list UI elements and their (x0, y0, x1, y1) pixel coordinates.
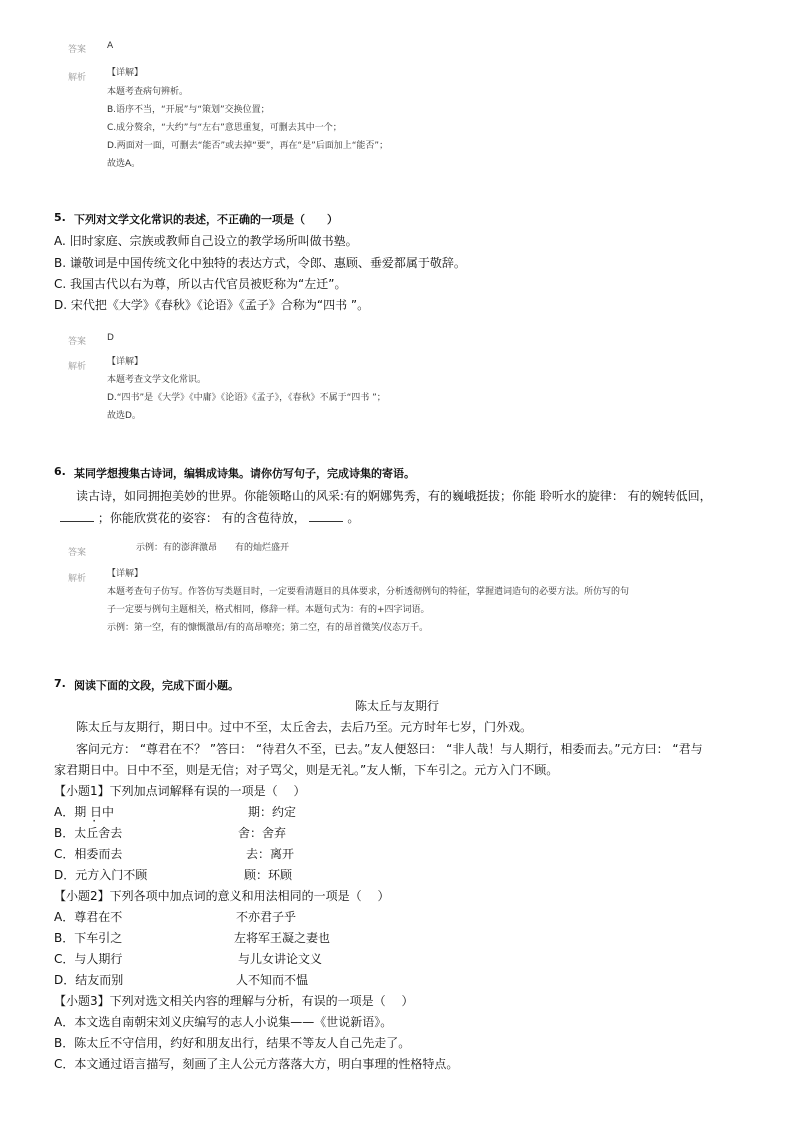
q6-analysis-line: 【详解】 (107, 569, 144, 579)
q6-blank-1[interactable] (60, 511, 94, 522)
q4-analysis-line: B.语序不当，“开展”与“策划”交换位置； (107, 105, 270, 115)
q5-analysis-line: 【详解】 (107, 357, 144, 367)
subq2-option-c-compare: 与儿女讲论文义 (238, 952, 323, 966)
q6-analysis-label: 解析 (68, 574, 87, 584)
subq2-option-b-compare: 左将军王凝之妻也 (234, 931, 331, 945)
q5-option-a: A. 旧时家庭、宗族或教师自己设立的教学场所叫做书塾。 (54, 234, 358, 248)
q5-stem: 下列对文学文化常识的表述，不正确的一项是（ ） (74, 213, 338, 226)
q7-stem: 阅读下面的文段，完成下面小题。 (74, 679, 239, 692)
subq2-option-d-compare: 人不知而不愠 (236, 973, 309, 987)
subq1-option-b-gloss: 舍：舍弃 (238, 826, 287, 840)
q5-option-c: C. 我国古代以右为尊，所以古代官员被贬称为“左迁”。 (54, 277, 347, 291)
subq1-option-b: B．太丘舍去 (54, 826, 123, 840)
q4-answer: A (107, 41, 114, 51)
subq3-option-a: A．本文选自南朝宋刘义庆编写的志人小说集——《世说新语》。 (54, 1015, 393, 1029)
q4-analysis-line: 故选A。 (107, 159, 141, 169)
q6-analysis-line: 示例：第一空，有的慷慨激昂/有的高昂嘹亮；第二空，有的昂首微笑/仪态万千。 (107, 623, 429, 633)
subq3-option-c: C．本文通过语言描写，刻画了主人公元方落落大方，明白事理的性格特点。 (54, 1057, 459, 1071)
subq2-option-a-compare: 不亦君子乎 (236, 910, 297, 924)
passage-paragraph-1: 陈太丘与友期行，期日中。过中不至，太丘舍去，去后乃至。元方时年七岁，门外戏。 (76, 720, 533, 734)
q5-number: 5. (54, 211, 66, 224)
q4-analysis-line: 【详解】 (107, 68, 144, 78)
subq2-option-d: D．结友而别 (54, 973, 124, 987)
subq2-stem: 【小题2】下列各项中加点词的意义和用法相同的一项是（ ） (54, 889, 390, 903)
passage-paragraph-2-cont: 家君期日中。日中不至，则是无信；对子骂父，则是无礼。”友人惭，下车引之。元方入门不顾。 (54, 763, 559, 777)
q6-analysis-line: 本题考查句子仿写。作答仿写类题目时，一定要看清题目的具体要求，分析透彻例句的特征，掌握遣词造句的必要方法。所仿写的句 (107, 587, 630, 597)
q6-answer: 示例：有的澎湃激昂 有的灿烂盛开 (136, 543, 290, 553)
subq1-stem: 【小题1】下列加点词解释有误的一项是（ ） (54, 784, 306, 798)
q6-prompt-line1: 读古诗，如同拥抱美妙的世界。你能领略山的风采:有的婀娜隽秀，有的巍峨挺拔；你能 聆听水的旋律： 有的婉转低回， (76, 489, 712, 503)
q5-analysis-line: 故选D。 (107, 411, 141, 421)
subq1-option-a: A．期 日中 · (54, 803, 114, 820)
passage-paragraph-2: 客问元方： “尊君在不？ ”答曰： “待君久不至，已去。”友人便怒曰： “非人哉！与人期行，相委而去。”元方曰： “君与 (76, 742, 703, 756)
subq3-stem: 【小题3】下列对选文相关内容的理解与分析，有误的一项是（ ） (54, 994, 414, 1008)
q6-number: 6. (54, 465, 66, 478)
subq1-option-c: C．相委而去 (54, 847, 123, 861)
subq3-option-b: B．陈太丘不守信用，约好和朋友出行，结果不等友人自己先走了。 (54, 1036, 411, 1050)
q6-stem: 某同学想搜集古诗词，编辑成诗集。请你仿写句子，完成诗集的寄语。 (74, 467, 415, 480)
q6-answer-label: 答案 (68, 548, 87, 558)
subq2-option-a: A．尊君在不 (54, 910, 123, 924)
q4-analysis-label: 解析 (68, 73, 87, 83)
q7-number: 7. (54, 677, 66, 690)
subq1-option-d: D．元方入门不顾 (54, 868, 148, 882)
q4-analysis-line: D.两面对一面，可删去“能否”或去掉“要”，再在“是”后面加上“能否”； (107, 141, 389, 151)
q5-answer: D (107, 333, 114, 343)
q5-answer-label: 答案 (68, 337, 87, 347)
subq1-option-d-gloss: 顾：环顾 (244, 868, 293, 882)
q5-analysis-line: 本题考查文学文化常识。 (107, 375, 207, 385)
q5-analysis-line: D.“四书”是《大学》《中庸》《论语》《孟子》，《春秋》不属于“四书 ”； (107, 393, 386, 403)
subq2-option-b: B．下车引之 (54, 931, 123, 945)
q5-option-d: D. 宋代把《大学》《春秋》《论语》《孟子》合称为“四书 ”。 (54, 298, 370, 312)
q5-option-b: B. 谦敬词是中国传统文化中独特的表达方式，令郎、惠顾、垂爱都属于敬辞。 (54, 256, 466, 270)
q5-analysis-label: 解析 (68, 362, 87, 372)
passage-title: 陈太丘与友期行 (355, 699, 440, 713)
q4-answer-label: 答案 (68, 45, 87, 55)
q6-prompt-line2: ；你能欣赏花的姿容： 有的含苞待放， 。 (60, 509, 359, 526)
subq1-option-a-gloss: 期：约定 (248, 805, 297, 819)
q4-analysis-line: 本题考查病句辨析。 (107, 87, 189, 97)
q4-analysis-line: C.成分赘余，“大约”与“左右”意思重复，可删去其中一个； (107, 123, 342, 133)
subq1-option-c-gloss: 去：离开 (246, 847, 295, 861)
subq2-option-c: C．与人期行 (54, 952, 123, 966)
q6-blank-2[interactable] (309, 511, 343, 522)
q6-analysis-line: 子一定要与例句主题相关，格式相同，修辞一样。本题句式为：有的+四字词语。 (107, 605, 430, 615)
